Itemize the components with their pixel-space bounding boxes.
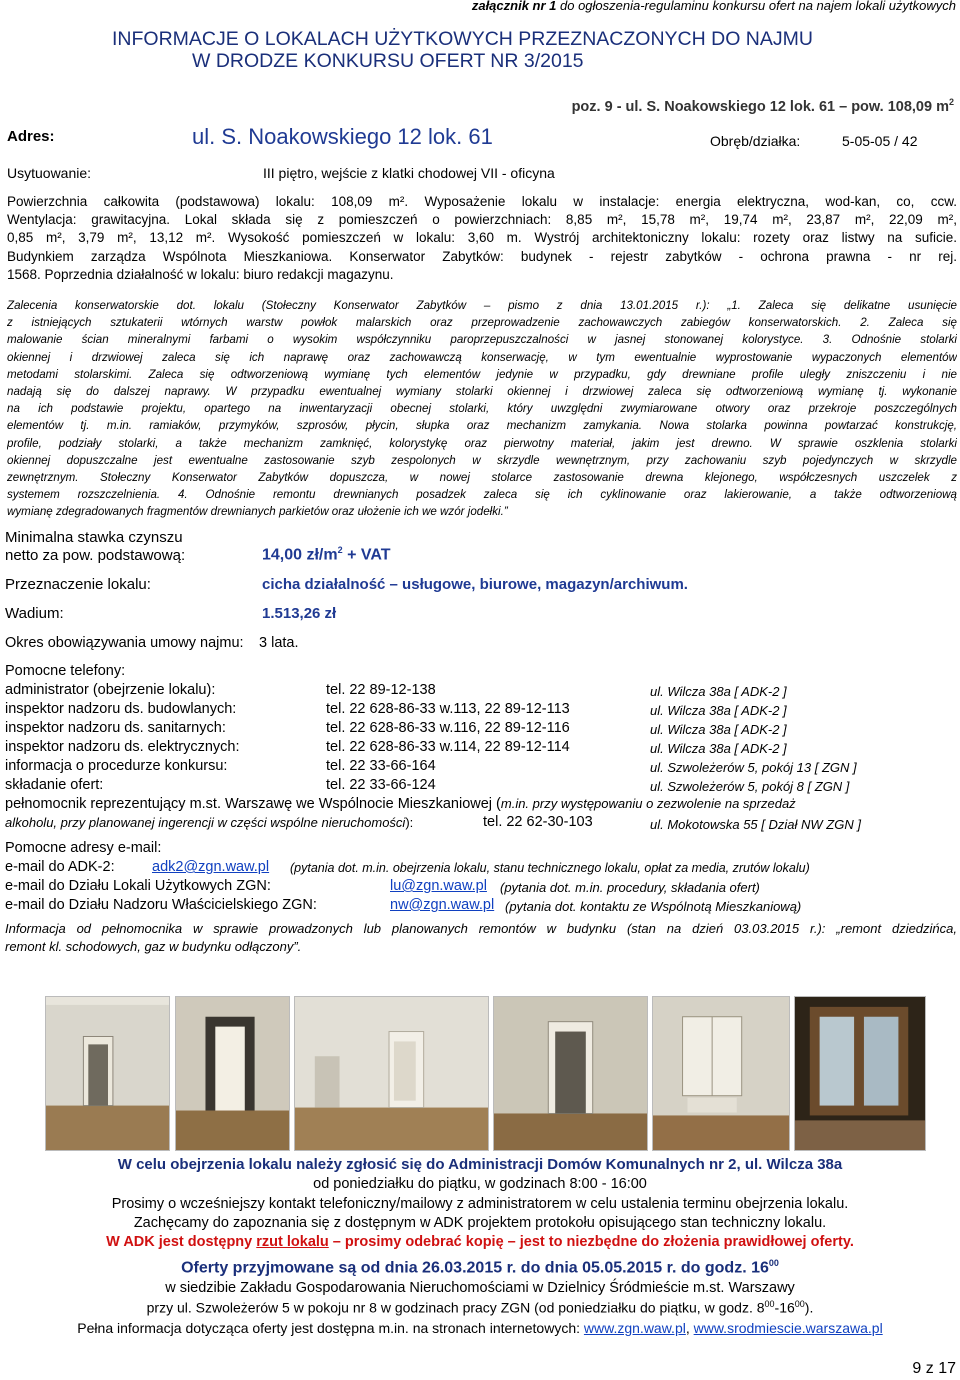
phone-number: tel. 22 89-12-138	[326, 682, 436, 698]
phone-number: tel. 22 33-66-164	[326, 758, 436, 774]
proxy-address: ul. Mokotowska 55 [ Dział NW ZGN ]	[650, 817, 861, 832]
annex-note	[472, 0, 956, 13]
phone-role: składanie ofert:	[5, 777, 104, 793]
conservation-line: zewnętrznym. Stołeczny Konserwator Zabytków dopuszcza, w nowej stolarce zastosowanie drewna klejonego, współczesnych uszczelek z	[7, 471, 957, 485]
conservation-line: nadają się do dalszej naprawy. W przypadku ewentualnej wymiany stolarki okiennej i drzwiowej zaleca się odtworzeniową wymianę tj. wykonanie	[7, 385, 957, 399]
offers-deadline: Oferty przyjmowane są od dnia 26.03.2015 r. do dnia 05.05.2015 r. do godz. $16^{00}$	[181, 1258, 779, 1277]
phone-address: ul. Szwoleżerów 5, pokój 8 [ ZGN ]	[650, 779, 850, 794]
duration-value: 3 lata.	[259, 635, 299, 651]
purpose-label: Przeznaczenie lokalu:	[5, 576, 151, 593]
conservation-line: profile, podziały stolarki, a także mechanizm zamknięć, kolorystykę oraz pierwotny materiał, jakim jest drewno. W sprawie oszklenia stolarki	[7, 436, 957, 450]
address-label: Adres:	[7, 128, 55, 145]
seat-line: w siedzibie Zakładu Gospodarowania Nieruchomościami w Dzielnicy Śródmieście m.st. Warszawy	[165, 1280, 795, 1296]
phone-address: ul. Wilcza 38a [ ADK-2 ]	[650, 741, 787, 756]
conservation-line: malowanie ścian mineralnymi farbami o wysokim współczynniku paroprzepuszczalności w jasnej stonowanej kolorystyce. 3. Odnośnie stolarki	[7, 333, 957, 347]
website-link-srodmiescie[interactable]: www.srodmiescie.warszawa.pl	[693, 1320, 883, 1336]
conservation-line: okiennej dopuszczalne jest ewentualne zastosowanie szyb zespolonych w skrzydle wewnętrznym, przy zachowaniu szyb pojedynczych w skrzydle	[7, 453, 957, 467]
phone-role: inspektor nadzoru ds. elektrycznych:	[5, 739, 240, 755]
photo-room-3	[294, 996, 489, 1151]
description-line: 0,85 m², 3,79 m², 13,12 m². Wysokość pomieszczeń w lokalu: 3,60 m. Wystrój architektoniczny lokalu: rozety oraz listwy na suficie.	[7, 230, 957, 246]
email-note: (pytania dot. m.in. procedury, składania ofert)	[500, 880, 760, 895]
parcel-label: Obręb/działka:	[710, 133, 801, 149]
conservation-line: Zalecenia konserwatorskie dot. lokalu (Stołeczny Konserwator Zabytków – pismo z dnia 13.01.2015 r.): „1. Zaleca się delikatne usunięcie	[7, 299, 957, 312]
email-label: e-mail do ADK-2:	[5, 859, 115, 875]
phone-number: tel. 22 628-86-33 w.114, 22 89-12-114	[326, 739, 570, 755]
phones-heading: Pomocne telefony:	[5, 663, 126, 679]
renovation-line: Informacja od pełnomocnika w sprawie prowadzonych lub planowanych remontów w budynku (stan na dzień 03.03.2015 r.): „remont dziedzińca,	[5, 921, 957, 936]
rate-label-1: Minimalna stawka czynszu	[5, 529, 183, 546]
page-title-line2: W DRODZE KONKURSU OFERT NR 3/2015	[192, 50, 584, 72]
location-label: Usytuowanie:	[7, 165, 92, 181]
email-note: (pytania dot. m.in. obejrzenia lokalu, stanu technicznego lokalu, opłat za media, zrutów lokalu)	[290, 861, 810, 875]
protocol-line: Zachęcamy do zapoznania się z dostępnym w ADK projektem protokołu opisującego stan techniczny lokalu.	[133, 1215, 827, 1231]
description-line: 1568. Poprzednia działalność w lokalu: biuro redakcji magazynu.	[7, 266, 394, 282]
hours-line: od poniedziałku do piątku, w godzinach 8:00 - 16:00	[313, 1176, 647, 1192]
email-link-nw[interactable]: nw@zgn.waw.pl	[390, 897, 495, 913]
email-link-adk2[interactable]: adk2@zgn.waw.pl	[152, 859, 270, 875]
conservation-paragraph	[7, 297, 957, 521]
page-number: 9 z 17	[912, 1360, 956, 1377]
parcel-value: 5-05-05 / 42	[842, 133, 918, 149]
address-value: ul. S. Noakowskiego 12 lok. 61	[192, 124, 493, 149]
phone-address: ul. Szwoleżerów 5, pokój 13 [ ZGN ]	[650, 760, 857, 775]
conservation-line: z istniejących sztukaterii wtórnych warstw powłok malarskich oraz przeprowadzenie zachowawczych zabiegów konserwatorskich. 2. Zaleca się	[7, 316, 957, 330]
phone-role: inspektor nadzoru ds. budowlanych:	[5, 701, 237, 717]
email-label: e-mail do Działu Nadzoru Właścicielskiego ZGN:	[5, 897, 317, 913]
photo-room-2	[175, 996, 290, 1151]
conservation-line: metodami stolarskimi. Zaleca się odtworzeniową wymianę tych elementów jedynie w przypadku, gdy drewniane profile uległy zniszczeniu i nie	[7, 367, 957, 381]
phone-address: ul. Wilcza 38a [ ADK-2 ]	[650, 722, 787, 737]
proxy-line-1: pełnomocnik reprezentujący m.st. Warszawę we Wspólnocie Mieszkaniowej (m.in. przy występowaniu o zezwolenie na sprzedaż	[5, 796, 796, 812]
proxy-line-2: alkoholu, przy planowanej ingerencji w części wspólne nieruchomości):	[5, 815, 414, 830]
phone-role: administrator (obejrzenie lokalu):	[5, 682, 216, 698]
phone-role: informacja o procedurze konkursu:	[5, 758, 228, 774]
conservation-line: na ich podstawie projektu, opartego na inwentaryzacji obecnej stolarki, który uwzględni zwymiarowane otwory oraz przekroje poszczególnych	[7, 402, 957, 416]
annex-number: załącznik nr 1	[471, 0, 557, 13]
page-title-line1: INFORMACJE O LOKALACH UŻYTKOWYCH PRZEZNACZONYCH DO NAJMU	[112, 28, 813, 50]
phone-address: ul. Wilcza 38a [ ADK-2 ]	[650, 684, 787, 699]
website-link-zgn[interactable]: www.zgn.waw.pl	[583, 1320, 686, 1336]
duration-label: Okres obowiązywania umowy najmu:	[5, 635, 244, 651]
conservation-line: okiennej i drzwiowej zaleca się ich naprawę oraz zachowawczą konserwację, w tym ewentualnie wyprostowanie wypaczonych elementów	[7, 350, 957, 364]
rate-label-2: netto za pow. podstawową:	[5, 547, 186, 564]
email-note: (pytania dot. kontaktu ze Wspólnotą Mieszkaniową)	[505, 899, 802, 914]
annex-text: do ogłoszenia-regulaminu konkursu ofert na najem lokali użytkowych	[556, 0, 956, 13]
description-paragraph	[7, 193, 957, 284]
website-info-line: Pełna informacja dotycząca oferty jest dostępna m.in. na stronach internetowych: www.zgn.waw.pl, www.srodmiescie.warszawa.pl	[77, 1320, 883, 1336]
photo-room-5	[652, 996, 790, 1151]
deposit-value: 1.513,26 zł	[262, 605, 337, 622]
phone-number: tel. 22 33-66-124	[326, 777, 436, 793]
deposit-label: Wadium:	[5, 605, 64, 622]
position-text: poz. 9 - ul. S. Noakowskiego 12 lok. 61 – pow. 108,09 m	[571, 98, 949, 115]
phone-number: tel. 22 628-86-33 w.116, 22 89-12-116	[326, 720, 570, 736]
conservation-line: systemem rozszczelnienia. 4. Odnośnie remontu drewnianych posadzek zaleca się ich cyklinowanie oraz lakierowanie, a także odtworzeniową	[7, 488, 957, 502]
rate-value: 14,00 $zł/m^2$ + VAT	[262, 545, 391, 564]
phone-role: inspektor nadzoru ds. sanitarnych:	[5, 720, 226, 736]
position-line: poz. 9 - ul. S. Noakowskiego 12 lok. 61 – pow. 108,09 $m^2$	[571, 97, 954, 115]
renovation-info	[5, 920, 957, 956]
emails-heading: Pomocne adresy e-mail:	[5, 840, 162, 856]
phone-address: ul. Wilcza 38a [ ADK-2 ]	[650, 703, 787, 718]
conservation-line: wymianę zdegradowanych fragmentów drewnianych parkietów oraz ułożenie ich we wzór jodełki.”	[7, 505, 508, 519]
description-line: Budynkiem zarządza Wspólnota Mieszkaniowa. Konserwator Zabytków: budynek - rejestr zabytków - ochrona prawna - nr rej.	[7, 248, 957, 264]
floorplan-notice: W ADK jest dostępny rzut lokalu – prosimy odebrać kopię – jest to niezbędne do złożenia prawidłowej oferty.	[106, 1234, 854, 1250]
phone-number: tel. 22 628-86-33 w.113, 22 89-12-113	[326, 701, 570, 717]
photo-room-4	[493, 996, 648, 1151]
address-hours-line: przy ul. Szwoleżerów 5 w pokoju nr 8 w godzinach pracy ZGN (od poniedziałku do piątku, w godz. $8^{00}-16^{00}$).	[146, 1299, 814, 1316]
visit-line: W celu obejrzenia lokalu należy zgłosić się do Administracji Domów Komunalnych nr 2, ul. Wilcza 38a	[117, 1156, 843, 1173]
renovation-line: remont kl. schodowych, gaz w budynku odłączony”.	[5, 939, 302, 954]
contact-line: Prosimy o wcześniejszy kontakt telefoniczny/mailowy z administratorem w celu ustalenia terminu obejrzenia lokalu.	[111, 1196, 849, 1212]
description-line: Wentylacja: grawitacyjna. Lokal składa się z pomieszczeń o powierzchniach: 8,85 m², 15,78 m², 19,74 m², 23,87 m², 22,09 m²,	[7, 212, 957, 228]
email-label: e-mail do Działu Lokali Użytkowych ZGN:	[5, 878, 271, 894]
purpose-value: cicha działalność – usługowe, biurowe, magazyn/archiwum.	[262, 576, 688, 593]
location-value: III piętro, wejście z klatki chodowej VII - oficyna	[263, 165, 555, 181]
proxy-phone: tel. 22 62-30-103	[483, 814, 593, 830]
floorplan-link[interactable]: rzut lokalu	[256, 1234, 329, 1250]
conservation-line: elementów tj. m.in. ramiaków, przymyków, szprosów, płycin, słupka oraz mechanizm zamykania. Nowa stolarka powinna powtarzać konstrukcję,	[7, 419, 957, 433]
photo-room-1	[45, 996, 170, 1151]
description-line: Powierzchnia całkowita (podstawowa) lokalu: 108,09 m². Wyposażenie lokalu w instalacje: energia elektryczna, wod-kan, co, ccw.	[7, 194, 957, 209]
photo-room-6	[794, 996, 926, 1151]
email-link-lu[interactable]: lu@zgn.waw.pl	[390, 878, 487, 894]
